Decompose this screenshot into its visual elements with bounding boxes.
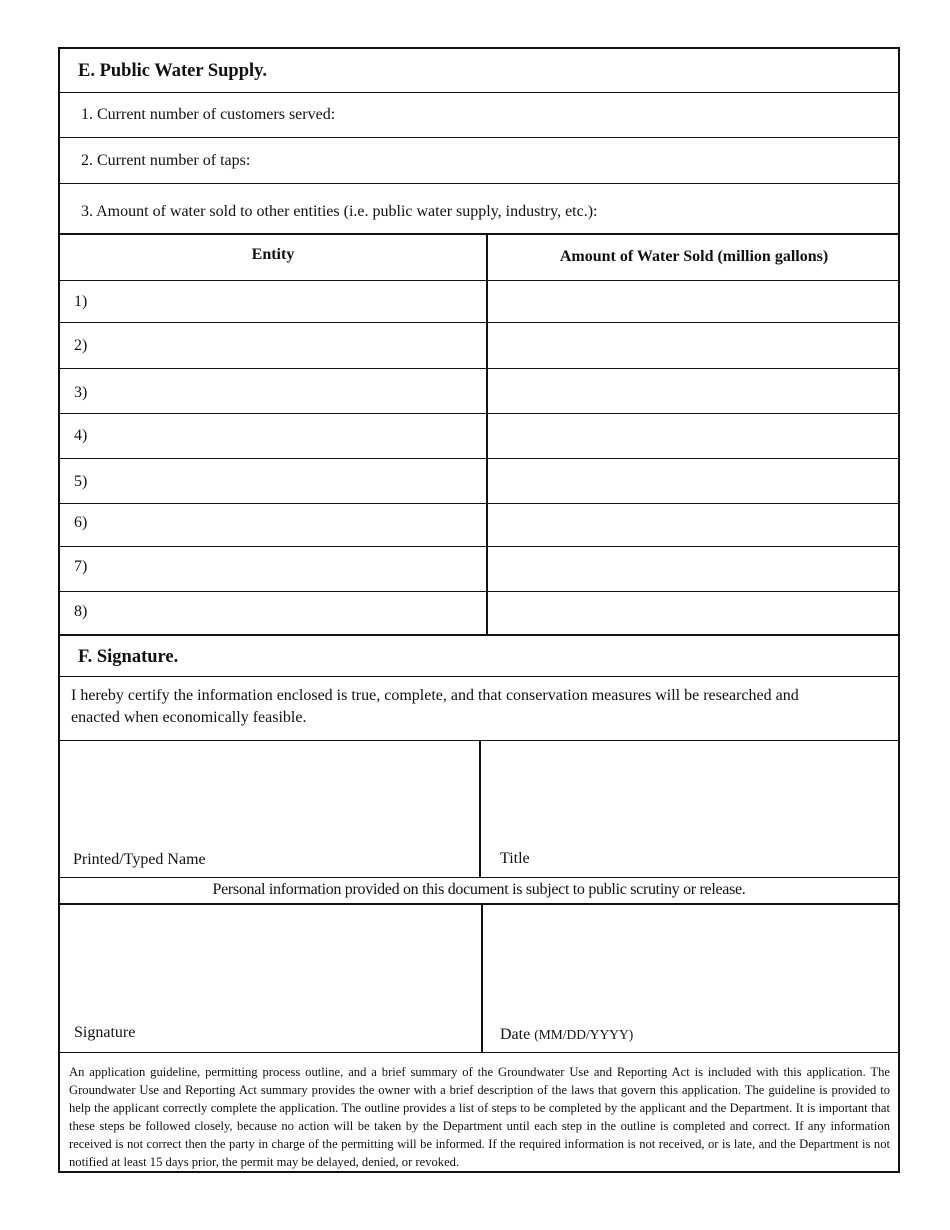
date-field[interactable] <box>483 905 900 1052</box>
row-number: 5) <box>74 473 88 490</box>
table-row[interactable] <box>60 547 898 592</box>
row-number: 2) <box>74 337 88 354</box>
signature-field[interactable] <box>60 905 481 1052</box>
section-e-header <box>60 49 898 93</box>
section-f-title: F. Signature. <box>78 647 179 667</box>
table-row[interactable] <box>60 281 898 323</box>
certification-row <box>60 677 898 741</box>
application-guideline-note: An application guideline, permitting process outline, and a brief summary of the Groundwater Use and Reporting Act is included with this application. The Groundwater Use and Reporting Act summary provides the owner with a brief description of the laws that govern this application. The guideline is provided to help the applicant correctly complete the application. The outline provides a list of steps to be completed by the applicant and the Department. It is important that these steps be followed closely, because no action will be taken by the Department until each step in the outline is completed and correct. If any information received is not correct then the party in charge of the permitting will be informed. If the required information is not received, or is late, and the Department is not notified at least 15 days prior, the permit may be delayed, denied, or revoked. <box>69 1065 890 1169</box>
taps-label: 2. Current number of taps: <box>81 152 251 169</box>
signature-date-row <box>60 905 898 1053</box>
signature-label: Signature <box>74 1024 136 1041</box>
row-number: 7) <box>74 558 88 575</box>
signature-date-divider <box>481 905 483 1053</box>
table-row[interactable] <box>60 459 898 504</box>
table-row[interactable] <box>60 504 898 547</box>
table-row[interactable] <box>60 369 898 414</box>
row-number: 6) <box>74 514 88 531</box>
row-number: 4) <box>74 427 88 444</box>
section-f-header <box>60 636 898 677</box>
date-label-group <box>500 1026 633 1044</box>
row-number: 8) <box>74 603 88 620</box>
row-number: 3) <box>74 384 88 401</box>
table-row[interactable] <box>60 592 898 636</box>
date-format-hint: (MM/DD/YYYY) <box>534 1027 634 1042</box>
amount-column-header: Amount of Water Sold (million gallons) <box>559 248 829 265</box>
entity-column-header: Entity <box>251 246 295 263</box>
date-label: Date <box>500 1026 531 1043</box>
title-field[interactable] <box>482 741 900 877</box>
privacy-notice: Personal information provided on this document is subject to public scrutiny or release. <box>212 881 746 898</box>
printed-name-label: Printed/Typed Name <box>73 851 206 868</box>
section-e-title: E. Public Water Supply. <box>78 61 268 81</box>
certification-text: I hereby certify the information enclosed is true, complete, and that conservation measures will be researched and enacted when economically feasible. <box>71 687 799 726</box>
water-sold-question: 3. Amount of water sold to other entities (i.e. public water supply, industry, etc.): <box>81 203 598 220</box>
name-title-divider <box>479 741 481 878</box>
water-supply-form <box>58 47 900 1173</box>
title-label: Title <box>500 850 530 867</box>
water-sold-question-row <box>60 184 898 235</box>
privacy-notice-row <box>60 878 898 905</box>
table-row[interactable] <box>60 323 898 369</box>
table-column-divider <box>486 235 488 636</box>
customers-served-label: 1. Current number of customers served: <box>81 106 336 123</box>
taps-row[interactable] <box>60 138 898 184</box>
printed-name-field[interactable] <box>60 741 480 877</box>
row-number: 1) <box>74 293 88 310</box>
entity-table-header <box>60 235 898 281</box>
customers-served-row[interactable] <box>60 93 898 138</box>
table-row[interactable] <box>60 414 898 459</box>
